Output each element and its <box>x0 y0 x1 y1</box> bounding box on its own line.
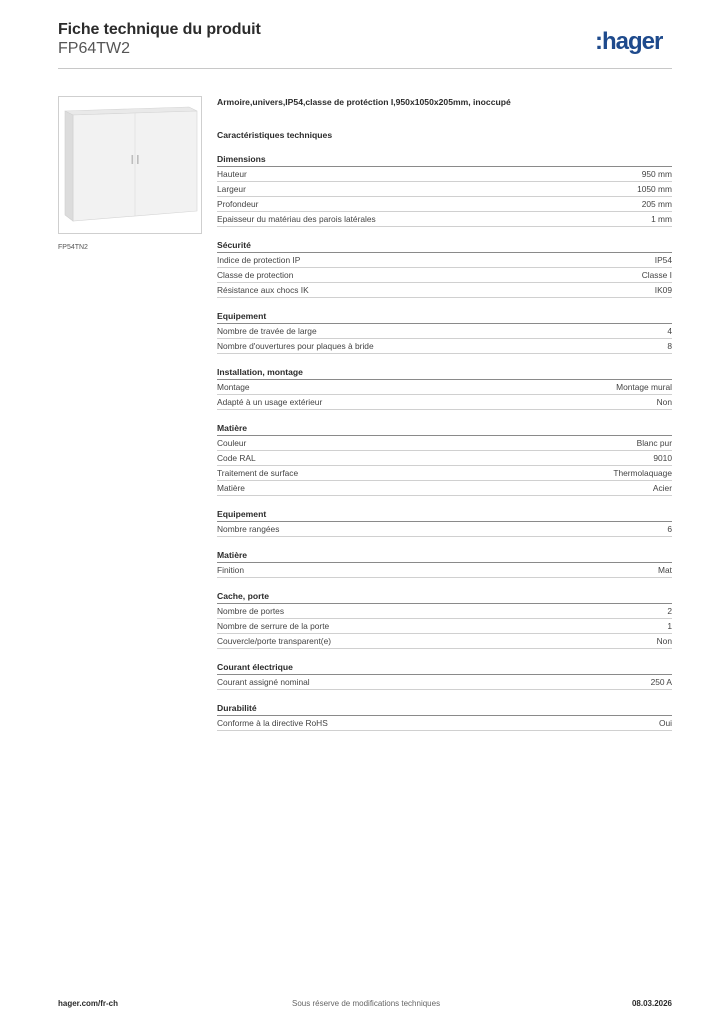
spec-row <box>217 197 672 212</box>
section-title: Dimensions <box>217 153 672 167</box>
spec-value: Acier <box>652 483 672 493</box>
product-description: Armoire,univers,IP54,classe de protéction I,950x1050x205mm, inoccupé <box>217 97 511 107</box>
spec-row <box>217 395 672 410</box>
spec-value: Mat <box>658 565 672 575</box>
spec-label: Courant assigné nominal <box>217 677 310 687</box>
section-title: Matière <box>217 422 672 436</box>
section-title: Equipement <box>217 508 672 522</box>
spec-label: Profondeur <box>217 199 259 209</box>
spec-row <box>217 619 672 634</box>
spec-label: Nombre de serrure de la porte <box>217 621 330 631</box>
footer-website-link[interactable]: hager.com/fr-ch <box>58 999 119 1008</box>
spec-value: 4 <box>667 326 672 336</box>
spec-value: 8 <box>667 341 672 351</box>
product-image <box>58 96 202 234</box>
product-reference: FP64TW2 <box>58 40 131 57</box>
section-title: Cache, porte <box>217 590 672 604</box>
section-title: Equipement <box>217 310 672 324</box>
spec-label: Matière <box>217 483 245 493</box>
spec-section-installation <box>217 366 672 410</box>
spec-row <box>217 167 672 182</box>
hager-logo <box>595 28 673 56</box>
spec-label: Nombre de portes <box>217 606 285 616</box>
spec-row <box>217 604 672 619</box>
spec-row <box>217 182 672 197</box>
spec-section-equipement-rows <box>217 508 672 537</box>
spec-value: Non <box>656 636 672 646</box>
spec-value: 2 <box>667 606 672 616</box>
spec-value: 6 <box>667 524 672 534</box>
spec-section-courant <box>217 661 672 690</box>
spec-label: Nombre d'ouvertures pour plaques à bride <box>217 341 374 351</box>
spec-row <box>217 212 672 227</box>
spec-row <box>217 563 672 578</box>
spec-label: Conforme à la directive RoHS <box>217 718 328 728</box>
image-caption: FP54TN2 <box>58 244 88 251</box>
spec-row <box>217 716 672 731</box>
spec-row <box>217 380 672 395</box>
spec-row <box>217 268 672 283</box>
spec-section-dimensions <box>217 153 672 227</box>
spec-value: 1050 mm <box>637 184 672 194</box>
spec-value: Thermolaquage <box>613 468 672 478</box>
spec-label: Indice de protection IP <box>217 255 301 265</box>
spec-value: IP54 <box>654 255 672 265</box>
spec-section-matiere-finish <box>217 549 672 578</box>
section-title: Installation, montage <box>217 366 672 380</box>
spec-label: Classe de protection <box>217 270 294 280</box>
spec-value: 205 mm <box>641 199 672 209</box>
spec-section-securite <box>217 239 672 298</box>
spec-value: 1 <box>667 621 672 631</box>
spec-row <box>217 466 672 481</box>
footer-date: 08.03.2026 <box>631 999 672 1008</box>
spec-label: Couleur <box>217 438 247 448</box>
spec-value: Blanc pur <box>636 438 672 448</box>
spec-row <box>217 522 672 537</box>
spec-row <box>217 451 672 466</box>
page-title: Fiche technique du produit <box>58 21 261 38</box>
spec-section-matiere <box>217 422 672 496</box>
spec-row <box>217 481 672 496</box>
spec-row <box>217 634 672 649</box>
spec-row <box>217 339 672 354</box>
spec-value: 950 mm <box>641 169 672 179</box>
spec-value: Oui <box>658 718 672 728</box>
spec-value: 1 mm <box>651 214 672 224</box>
spec-row <box>217 324 672 339</box>
spec-label: Code RAL <box>217 453 256 463</box>
spec-value: Classe I <box>641 270 672 280</box>
spec-section-equipement <box>217 310 672 354</box>
hager-logo-graphic <box>595 28 673 56</box>
spec-label: Nombre de travée de large <box>217 326 317 336</box>
specs-heading: Caractéristiques techniques <box>217 130 333 140</box>
spec-section-cache-porte <box>217 590 672 649</box>
spec-label: Résistance aux chocs IK <box>217 285 309 295</box>
spec-section-durabilite <box>217 702 672 731</box>
footer-disclaimer: Sous réserve de modifications techniques <box>292 999 441 1008</box>
section-title: Courant électrique <box>217 661 672 675</box>
spec-row <box>217 283 672 298</box>
spec-label: Epaisseur du matériau des parois latérales <box>217 214 376 224</box>
spec-row <box>217 436 672 451</box>
specifications <box>217 95 672 731</box>
spec-row <box>217 675 672 690</box>
spec-label: Montage <box>217 382 250 392</box>
spec-label: Adapté à un usage extérieur <box>217 397 323 407</box>
spec-value: 250 A <box>650 677 672 687</box>
hager-logo-wordmark: :hager <box>595 28 663 55</box>
spec-label: Finition <box>217 565 244 575</box>
spec-value: Montage mural <box>616 382 672 392</box>
spec-label: Hauteur <box>217 169 247 179</box>
section-title: Sécurité <box>217 239 672 253</box>
cabinet-illustration <box>59 97 201 233</box>
spec-value: Non <box>656 397 672 407</box>
spec-label: Couvercle/porte transparent(e) <box>217 636 332 646</box>
section-title: Durabilité <box>217 702 672 716</box>
spec-value: 9010 <box>653 453 672 463</box>
spec-label: Nombre rangées <box>217 524 280 534</box>
spec-row <box>217 253 672 268</box>
spec-label: Largeur <box>217 184 246 194</box>
spec-value: IK09 <box>654 285 672 295</box>
spec-label: Traitement de surface <box>217 468 299 478</box>
section-title: Matière <box>217 549 672 563</box>
header-divider <box>58 68 672 69</box>
